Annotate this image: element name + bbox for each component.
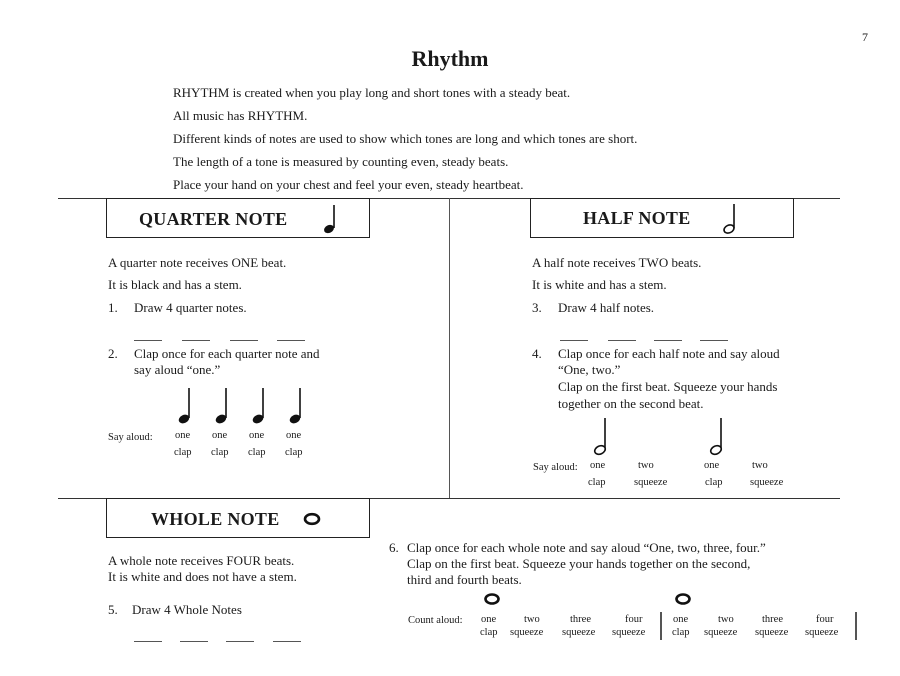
half-desc-1: A half note receives TWO beats. xyxy=(532,255,702,270)
count-action: squeeze xyxy=(562,627,596,638)
answer-blank[interactable] xyxy=(226,641,254,642)
half-note-heading: HALF NOTE xyxy=(583,208,691,228)
quarter-note xyxy=(174,386,194,426)
whole-desc-2: It is white and does not have a stem. xyxy=(108,569,297,584)
count-action: clap xyxy=(480,627,498,638)
count-word: two xyxy=(524,614,540,625)
count-word: four xyxy=(625,614,643,625)
count-word: two xyxy=(752,460,768,471)
count-word: one xyxy=(481,614,497,625)
quarter-desc-2: It is black and has a stem. xyxy=(108,277,242,292)
intro-line-4: The length of a tone is measured by counting even, steady beats. xyxy=(173,154,509,169)
bar-line xyxy=(660,612,662,640)
count-word: one xyxy=(704,460,720,471)
count-action: clap xyxy=(672,627,690,638)
exercise-4-text-2: “One, two.” xyxy=(558,362,621,377)
count-word: three xyxy=(570,614,591,625)
whole-note-heading-box xyxy=(106,498,370,538)
count-word: one xyxy=(286,430,302,441)
final-bar-line xyxy=(855,612,857,640)
count-action: squeeze xyxy=(755,627,789,638)
count-word: one xyxy=(590,460,606,471)
exercise-4-text-3: Clap on the first beat. Squeeze your hands xyxy=(558,379,778,394)
answer-blank[interactable] xyxy=(277,340,305,341)
exercise-1-number: 1. xyxy=(108,300,118,315)
intro-line-3: Different kinds of notes are used to show which tones are long and which tones are short. xyxy=(173,131,638,146)
exercise-6-number: 6. xyxy=(389,540,399,555)
count-word: three xyxy=(762,614,783,625)
quarter-note xyxy=(248,386,268,426)
count-word: two xyxy=(718,614,734,625)
page-number: 7 xyxy=(862,30,868,44)
say-aloud-label: Say aloud: xyxy=(108,432,153,443)
section-divider-vertical xyxy=(449,198,450,498)
count-word: one xyxy=(673,614,689,625)
count-word: two xyxy=(638,460,654,471)
quarter-note-icon xyxy=(319,203,339,235)
count-action: squeeze xyxy=(750,477,784,488)
quarter-note xyxy=(285,386,305,426)
half-note xyxy=(706,416,726,458)
exercise-5-number: 5. xyxy=(108,602,118,617)
half-note-icon xyxy=(719,202,739,236)
quarter-desc-1: A quarter note receives ONE beat. xyxy=(108,255,287,270)
whole-note-icon xyxy=(301,511,323,527)
count-action: clap xyxy=(285,447,303,458)
count-action: squeeze xyxy=(612,627,646,638)
whole-desc-1: A whole note receives FOUR beats. xyxy=(108,553,295,568)
count-word: four xyxy=(816,614,834,625)
exercise-3-number: 3. xyxy=(532,300,542,315)
exercise-1-text: Draw 4 quarter notes. xyxy=(134,300,247,315)
answer-blank[interactable] xyxy=(560,340,588,341)
intro-line-1: RHYTHM is created when you play long and short tones with a steady beat. xyxy=(173,85,571,100)
quarter-note-heading: QUARTER NOTE xyxy=(139,209,288,229)
exercise-5-text: Draw 4 Whole Notes xyxy=(132,602,242,617)
quarter-note xyxy=(211,386,231,426)
count-action: squeeze xyxy=(704,627,738,638)
exercise-3-text: Draw 4 half notes. xyxy=(558,300,655,315)
count-action: squeeze xyxy=(805,627,839,638)
exercise-2-text-2: say aloud “one.” xyxy=(134,362,221,377)
answer-blank[interactable] xyxy=(608,340,636,341)
exercise-2-text-1: Clap once for each quarter note and xyxy=(134,346,320,361)
exercise-6-text-3: third and fourth beats. xyxy=(407,572,522,587)
exercise-4-text-4: together on the second beat. xyxy=(558,396,704,411)
half-note-heading-box xyxy=(530,198,794,238)
say-aloud-label: Say aloud: xyxy=(533,462,578,473)
answer-blank[interactable] xyxy=(273,641,301,642)
count-action: squeeze xyxy=(634,477,668,488)
answer-blank[interactable] xyxy=(700,340,728,341)
answer-blank[interactable] xyxy=(182,340,210,341)
answer-blank[interactable] xyxy=(134,340,162,341)
count-aloud-label: Count aloud: xyxy=(408,615,463,626)
half-desc-2: It is white and has a stem. xyxy=(532,277,667,292)
exercise-4-text-1: Clap once for each half note and say aloud xyxy=(558,346,780,361)
page-title: Rhythm xyxy=(411,46,489,71)
answer-blank[interactable] xyxy=(230,340,258,341)
count-action: clap xyxy=(174,447,192,458)
intro-line-5: Place your hand on your chest and feel your even, steady heartbeat. xyxy=(173,177,524,192)
exercise-6-text-1: Clap once for each whole note and say aloud “One, two, three, four.” xyxy=(407,540,766,555)
exercise-6-text-2: Clap on the first beat. Squeeze your hands together on the second, xyxy=(407,556,751,571)
count-word: one xyxy=(249,430,265,441)
answer-blank[interactable] xyxy=(654,340,682,341)
exercise-4-number: 4. xyxy=(532,346,542,361)
whole-note-heading: WHOLE NOTE xyxy=(151,509,280,529)
answer-blank[interactable] xyxy=(180,641,208,642)
whole-note xyxy=(672,591,694,607)
count-action: clap xyxy=(211,447,229,458)
count-action: clap xyxy=(248,447,266,458)
count-action: clap xyxy=(588,477,606,488)
intro-line-2: All music has RHYTHM. xyxy=(173,108,308,123)
count-action: squeeze xyxy=(510,627,544,638)
answer-blank[interactable] xyxy=(134,641,162,642)
half-note xyxy=(590,416,610,458)
count-action: clap xyxy=(705,477,723,488)
count-word: one xyxy=(175,430,191,441)
exercise-2-number: 2. xyxy=(108,346,118,361)
quarter-note-heading-box xyxy=(106,198,370,238)
count-word: one xyxy=(212,430,228,441)
whole-note xyxy=(481,591,503,607)
